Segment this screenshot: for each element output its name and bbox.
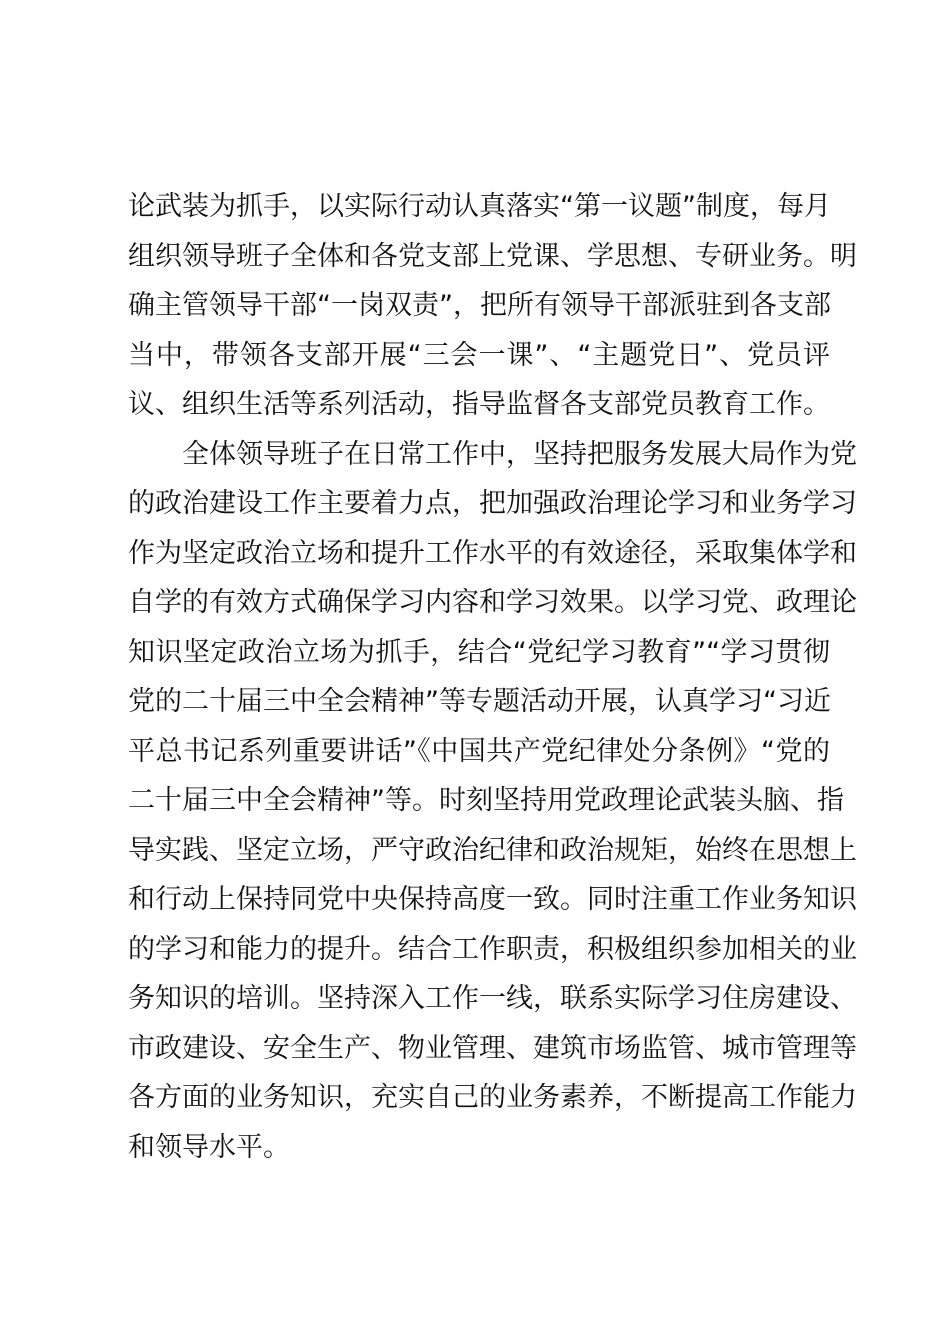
text-line-18: 市政建设、安全生产、物业管理、建筑市场监管、城市管理等 [128, 1033, 857, 1064]
text-line-1: 论武装为抓手，以实际行动认真落实“第一议题”制度，每月 [128, 191, 831, 222]
text-line-5: 议、组织生活等系列活动，指导监督各支部党员教育工作。 [128, 389, 830, 420]
text-line-13: 二十届三中全会精神”等。时刻坚持用党政理论武装头脑、指 [128, 785, 844, 816]
text-line-16: 的学习和能力的提升。结合工作职责，积极组织参加相关的业 [128, 934, 857, 965]
text-line-4: 当中，带领各支部开展“三会一课”、“主题党日”、党员评 [128, 340, 830, 371]
text-line-8: 作为坚定政治立场和提升工作水平的有效途径，采取集体学和 [128, 538, 857, 569]
text-line-9: 自学的有效方式确保学习内容和学习效果。以学习党、政理论 [128, 587, 857, 618]
text-line-20: 和领导水平。 [128, 1132, 290, 1163]
text-line-3: 确主管领导干部“一岗双责”，把所有领导干部派驻到各支部 [128, 290, 831, 321]
text-line-17: 务知识的培训。坚持深入工作一线，联系实际学习住房建设、 [128, 983, 857, 1014]
text-line-6: 全体领导班子在日常工作中，坚持把服务发展大局作为党 [182, 439, 857, 470]
text-line-11: 党的二十届三中全会精神”等专题活动开展，认真学习“习近 [128, 686, 831, 717]
text-line-15: 和行动上保持同党中央保持高度一致。同时注重工作业务知识 [128, 884, 857, 915]
text-line-2: 组织领导班子全体和各党支部上党课、学思想、专研业务。明 [128, 241, 857, 272]
text-line-12: 平总书记系列重要讲话”《中国共产党纪律处分条例》“党的 [128, 736, 830, 767]
text-line-7: 的政治建设工作主要着力点，把加强政治理论学习和业务学习 [128, 488, 857, 519]
text-line-19: 各方面的业务知识，充实自己的业务素养，不断提高工作能力 [128, 1082, 857, 1113]
text-line-14: 导实践、坚定立场，严守政治纪律和政治规矩，始终在思想上 [128, 835, 857, 866]
text-line-10: 知识坚定政治立场为抓手，结合“党纪学习教育”“学习贯彻 [128, 637, 830, 668]
